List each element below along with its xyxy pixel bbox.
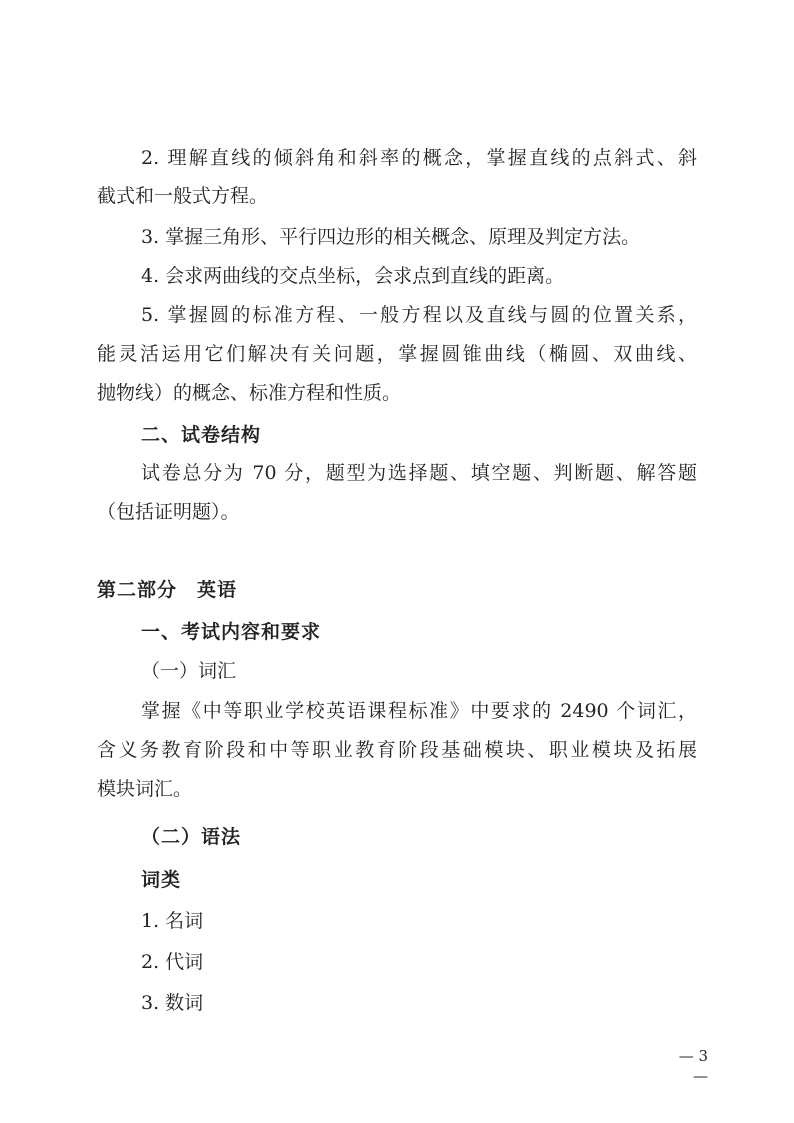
math-item-5-line-1: 5. 掌握圆的标准方程、一般方程以及直线与圆的位置关系， <box>141 304 697 326</box>
section-heading-content-requirements: 一、考试内容和要求 <box>141 621 322 643</box>
word-class-item-pronouns: 2. 代词 <box>141 951 204 973</box>
word-class-item-numerals: 3. 数词 <box>141 992 204 1014</box>
math-item-3: 3. 掌握三角形、平行四边形的相关概念、原理及判定方法。 <box>141 226 641 248</box>
exam-structure-line-1: 试卷总分为 70 分，题型为选择题、填空题、判断题、解答题 <box>141 462 697 484</box>
section-heading-exam-structure: 二、试卷结构 <box>141 424 262 446</box>
word-class-item-nouns: 1. 名词 <box>141 910 204 932</box>
math-item-2-line-2: 截式和一般式方程。 <box>97 185 269 207</box>
math-item-4: 4. 会求两曲线的交点坐标，会求点到直线的距离。 <box>141 265 565 287</box>
part-heading-english: 第二部分 英语 <box>97 579 238 601</box>
subheading-grammar: （二）语法 <box>141 826 242 848</box>
math-item-5-line-2: 能灵活运用它们解决有关问题，掌握圆锥曲线（椭圆、双曲线、 <box>97 343 697 365</box>
vocabulary-line-3: 模块词汇。 <box>97 778 193 800</box>
vocabulary-line-1: 掌握《中等职业学校英语课程标准》中要求的 2490 个词汇， <box>141 700 697 722</box>
page-number: — 3 — <box>678 1047 708 1085</box>
exam-structure-line-2: （包括证明题）。 <box>97 501 240 523</box>
heading-word-classes: 词类 <box>141 869 182 891</box>
vocabulary-line-2: 含义务教育阶段和中等职业教育阶段基础模块、职业模块及拓展 <box>97 739 697 761</box>
math-item-2-line-1: 2. 理解直线的倾斜角和斜率的概念，掌握直线的点斜式、斜 <box>141 147 697 169</box>
math-item-5-line-3: 抛物线）的概念、标准方程和性质。 <box>97 382 402 404</box>
subheading-vocabulary: （一）词汇 <box>141 660 237 682</box>
